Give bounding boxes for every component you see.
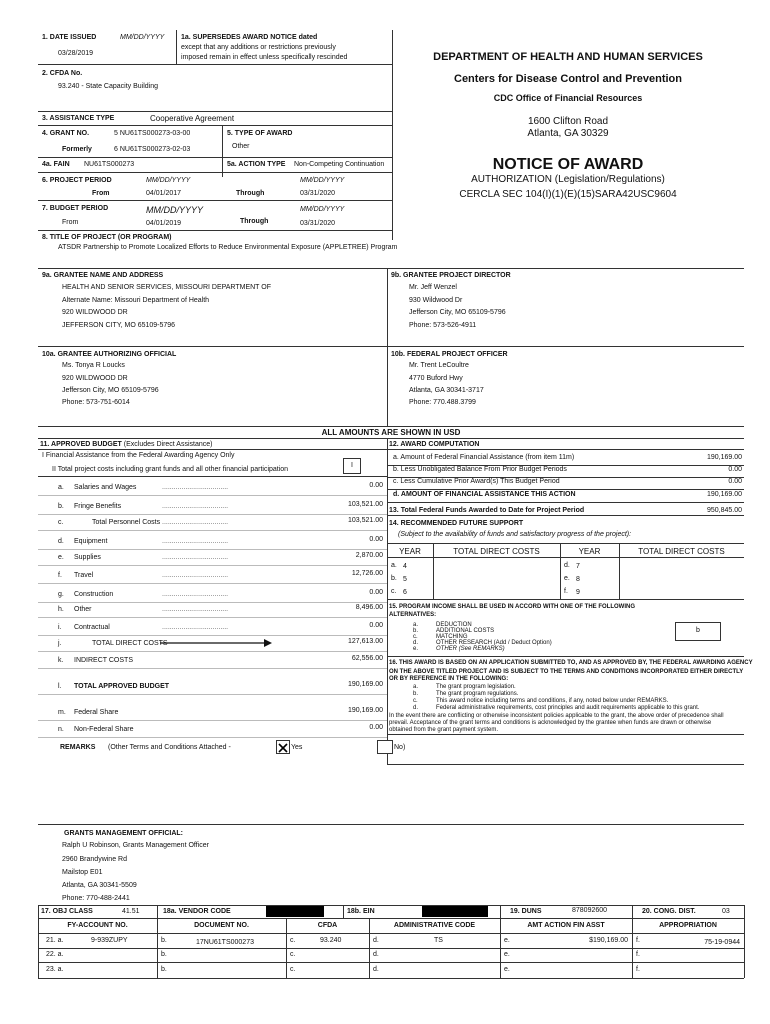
budget-row-label: Other (74, 606, 92, 613)
budget-row-label: Travel (74, 572, 94, 579)
budget-row-value: 0.00 (369, 724, 383, 731)
future-year-header: YEAR (578, 547, 601, 556)
footer-col-key: f. (636, 937, 640, 944)
amounts-banner: ALL AMOUNTS ARE SHOWN IN USD (321, 428, 461, 437)
project-director-line: 930 Wildwood Dr (409, 297, 463, 304)
grantee-line: 920 WILDWOOD DR (62, 309, 128, 316)
award-row-value: 0.00 (728, 478, 742, 485)
total-federal-funds-label: 13. Total Federal Funds Awarded to Date for Project Period (389, 507, 585, 514)
budget-row-value: 62,556.00 (351, 655, 383, 662)
grant-no-label: 4. GRANT NO. (42, 130, 90, 137)
terms-item-text: Federal administrative requirements, cost principles and audit requirements applicable to this grant. (436, 705, 700, 711)
footer-col-key: e. (504, 951, 510, 958)
amt-action-header: AMT ACTION FIN ASST (527, 922, 605, 929)
award-row-value: 190,169.00 (706, 491, 742, 498)
income-option-text: OTHER (See REMARKS) (436, 646, 505, 652)
future-row-key: c. (391, 588, 397, 595)
authorization-value: CERCLA SEC 104(I)(1)(E)(15)SARA42USC9604 (459, 189, 677, 200)
budget-period-label: 7. BUDGET PERIOD (42, 205, 109, 212)
terms-item-key: d. (413, 705, 419, 711)
budget-row-key: d. (58, 538, 64, 545)
future-row-key: f. (564, 588, 568, 595)
future-row-key: a. (391, 562, 397, 569)
budget-row-label: Contractual (74, 624, 110, 631)
date-issued-value: 03/28/2019 (58, 50, 94, 57)
footer-col-key: c. (290, 966, 296, 973)
terms-item-key: b. (413, 691, 419, 697)
future-row-year: 4 (403, 563, 407, 570)
future-row-key: d. (564, 562, 570, 569)
budget-row-value: 12,726.00 (351, 570, 383, 577)
document-no-value: 17NU61TS000273 (196, 939, 254, 946)
project-director-label: 9b. GRANTEE PROJECT DIRECTOR (391, 272, 511, 279)
budget-option-2: II Total project costs including grant funds and all other financial participation (52, 466, 289, 473)
office-name: CDC Office of Financial Resources (493, 93, 643, 103)
future-year-header: YEAR (399, 547, 421, 556)
footer-col-key: d. (373, 937, 379, 944)
future-row-year: 6 (403, 589, 407, 596)
footer-col-key: d. (373, 951, 379, 958)
budget-row-key: c. (58, 519, 64, 526)
notice-title: NOTICE OF AWARD (492, 156, 644, 173)
future-row-year: 9 (576, 589, 580, 596)
income-option-key: c. (413, 634, 418, 640)
grantee-name-label: 9a. GRANTEE NAME AND ADDRESS (42, 272, 164, 279)
fy-account-header: FY-ACCOUNT NO. (67, 922, 128, 929)
budget-row-value: 0.00 (369, 622, 383, 629)
budget-row-value: 0.00 (369, 536, 383, 543)
obj-class-value: 41.51 (122, 908, 140, 915)
program-income-label: 15. PROGRAM INCOME SHALL BE USED IN ACCORD WITH ONE OF THE FOLLOWING (389, 604, 636, 610)
office-address-line1: 1600 Clifton Road (527, 116, 609, 127)
dot-leader: .................................. (162, 624, 229, 631)
footer-col-key: f. (636, 966, 640, 973)
budget-row-key: i. (58, 624, 62, 631)
authorizing-official-line: Jefferson City, MO 65109-5796 (62, 387, 159, 394)
budget-through-label: Through (240, 218, 269, 225)
footer-col-key: e. (504, 937, 510, 944)
budget-row-value: 0.00 (369, 589, 383, 596)
future-cost-header: TOTAL DIRECT COSTS (453, 547, 540, 556)
formerly-label: Formerly (62, 146, 92, 153)
agency-name: Centers for Disease Control and Prevention (454, 73, 682, 85)
program-income-selected-value: b (696, 627, 700, 634)
grantee-line: HEALTH AND SENIOR SERVICES, MISSOURI DEPARTMENT OF (62, 284, 272, 291)
gmo-line: Mailstop E01 (62, 869, 103, 876)
grantee-line: JEFFERSON CITY, MO 65109-5796 (62, 322, 176, 329)
budget-row-label: TOTAL APPROVED BUDGET (74, 683, 170, 690)
future-row-key: b. (391, 575, 397, 582)
budget-row-value: 190,169.00 (347, 681, 383, 688)
remarks-yes-label: Yes (291, 744, 303, 751)
budget-option-selected: I (351, 462, 353, 469)
footer-col-key: b. (161, 937, 167, 944)
footer-col-key: b. (161, 966, 167, 973)
ein-label: 18b. EIN (347, 908, 375, 915)
obj-class-label: 17. OBJ CLASS (41, 908, 93, 915)
authorizing-official-line: Phone: 573-751-6014 (62, 399, 130, 406)
vendor-code-label: 18a. VENDOR CODE (163, 908, 231, 915)
project-from-label: From (92, 190, 110, 197)
award-row-label: a. Amount of Federal Financial Assistance (from item 11m) (393, 454, 575, 461)
terms-line2: ON THE ABOVE TITLED PROJECT AND IS SUBJECT TO THE TERMS AND CONDITIONS INCORPORATED EITHER DIRECTLY (389, 669, 744, 675)
remarks-label: REMARKS (60, 744, 96, 751)
supersedes-line1: except that any additions or restrictions previously (181, 44, 336, 51)
gmo-line: 2960 Brandywine Rd (62, 856, 127, 863)
dot-leader: .................................. (162, 484, 229, 491)
footer-row-number: 21. a. (46, 937, 64, 944)
award-row-label: d. AMOUNT OF FINANCIAL ASSISTANCE THIS ACTION (393, 491, 576, 498)
project-director-line: Phone: 573-526-4911 (409, 322, 477, 329)
federal-officer-label: 10b. FEDERAL PROJECT OFFICER (391, 351, 508, 358)
project-through-value: 03/31/2020 (300, 190, 336, 197)
budget-row-value: 190,169.00 (347, 707, 383, 714)
budget-from-value: 04/01/2019 (146, 220, 182, 227)
duns-label: 19. DUNS (510, 908, 542, 915)
office-address-line2: Atlanta, GA 30329 (527, 128, 609, 139)
budget-row-label: Construction (74, 591, 114, 598)
project-director-line: Jefferson City, MO 65109-5796 (409, 309, 506, 316)
budget-row-value: 8,496.00 (355, 604, 383, 611)
supersedes-line2: imposed remain in effect unless specifically rescinded (181, 54, 348, 61)
federal-officer-line: 4770 Buford Hwy (409, 375, 463, 382)
department-name: DEPARTMENT OF HEALTH AND HUMAN SERVICES (433, 51, 703, 63)
vendor-code-redaction (266, 906, 324, 917)
income-option-text: OTHER RESEARCH (Add / Deduct Option) (436, 640, 552, 646)
appropriation-header: APPROPRIATION (659, 922, 717, 929)
award-type-value: Other (232, 143, 250, 150)
footer-row-number: 23. a. (46, 966, 64, 973)
project-period-label: 6. PROJECT PERIOD (42, 177, 112, 184)
gmo-line: Atlanta, GA 30341-5509 (62, 882, 137, 889)
award-row-value: 190,169.00 (706, 454, 742, 461)
checkmark-x-icon (277, 742, 289, 754)
budget-row-key: n. (58, 726, 64, 733)
project-period-fmt1: MM/DD/YYYY (146, 177, 191, 184)
award-type-label: 5. TYPE OF AWARD (227, 130, 293, 137)
date-issued-format: MM/DD/YYYY (120, 34, 165, 41)
authorization-label: AUTHORIZATION (Legislation/Regulations) (471, 174, 665, 185)
authorizing-official-line: 920 WILDWOOD DR (62, 375, 128, 382)
budget-row-label: Supplies (74, 554, 101, 561)
cong-dist-value: 03 (722, 908, 730, 915)
budget-period-fmt1: MM/DD/YYYY (146, 205, 204, 215)
approved-budget-label: 11. APPROVED BUDGET (Excludes Direct Assistance) (40, 441, 213, 448)
footer-row-number: 22. a. (46, 951, 64, 958)
cfda-header: CFDA (317, 922, 338, 929)
budget-row-value: 103,521.00 (347, 501, 383, 508)
assistance-type-label: 3. ASSISTANCE TYPE (42, 115, 115, 122)
formerly-value: 6 NU61TS000273-02-03 (114, 146, 191, 153)
future-row-key: e. (564, 575, 570, 582)
future-support-label: 14. RECOMMENDED FUTURE SUPPORT (389, 520, 524, 527)
footer-col-key: f. (636, 951, 640, 958)
terms-line1: 16. THIS AWARD IS BASED ON AN APPLICATION SUBMITTED TO, AND AS APPROVED BY, THE FEDERAL AWARDING AGENCY (389, 660, 753, 666)
income-option-key: b. (413, 628, 419, 634)
budget-through-value: 03/31/2020 (300, 220, 336, 227)
federal-officer-line: Mr. Trent LeCoultre (409, 362, 469, 369)
income-option-text: DEDUCTION (436, 622, 472, 628)
project-title-label: 8. TITLE OF PROJECT (OR PROGRAM) (42, 234, 172, 241)
future-support-sub: (Subject to the availability of funds and satisfactory progress of the project): (398, 531, 632, 538)
budget-row-value: 103,521.00 (347, 517, 383, 524)
terms-item-text: The grant program regulations. (436, 691, 519, 697)
future-cost-header: TOTAL DIRECT COSTS (638, 547, 725, 556)
project-period-fmt2: MM/DD/YYYY (300, 177, 345, 184)
award-row-value: 0.00 (728, 466, 742, 473)
dot-leader: .................................. (162, 606, 229, 613)
project-from-value: 04/01/2017 (146, 190, 182, 197)
budget-row-label: Equipment (74, 538, 108, 545)
project-director-line: Mr. Jeff Wenzel (409, 284, 457, 291)
cfda-value: 93.240 - State Capacity Building (58, 83, 159, 90)
date-issued-label: 1. DATE ISSUED (42, 34, 97, 41)
dot-leader: .................................. (162, 519, 229, 526)
income-option-key: a. (413, 622, 419, 628)
project-through-label: Through (236, 190, 265, 197)
dot-leader: .................................. (162, 591, 229, 598)
future-row-year: 7 (576, 563, 580, 570)
grant-no-value: 5 NU61TS000273-03-00 (114, 130, 191, 137)
grantee-line: Alternate Name: Missouri Department of Health (62, 297, 210, 304)
budget-row-label: Total Personnel Costs (92, 519, 161, 526)
gmo-line: Ralph U Robinson, Grants Management Officer (62, 842, 209, 849)
terms-item-text: The grant program legislation. (436, 684, 516, 690)
budget-row-label: TOTAL DIRECT COSTS (92, 640, 168, 647)
fain-label: 4a. FAIN (42, 161, 70, 168)
budget-row-value: 2,870.00 (355, 552, 383, 559)
terms-para3: obtained from the grant payment system. (389, 727, 499, 733)
income-option-text: ADDITIONAL COSTS (436, 628, 495, 634)
budget-from-label: From (62, 219, 79, 226)
program-income-label2: ALTERNATIVES: (389, 612, 437, 618)
budget-row-label: Fringe Benefits (74, 503, 122, 510)
award-row-label: c. Less Cumulative Prior Award(s) This Budget Period (393, 478, 560, 485)
budget-row-label: Non-Federal Share (74, 726, 134, 733)
dot-leader: .................................. (162, 554, 229, 561)
future-row-year: 5 (403, 576, 407, 583)
dot-leader: .................................. (162, 538, 229, 545)
footer-col-key: c. (290, 951, 296, 958)
budget-period-fmt2: MM/DD/YYYY (300, 206, 345, 213)
budget-row-key: m. (58, 709, 66, 716)
assistance-type-value: Cooperative Agreement (150, 114, 235, 123)
budget-row-label: INDIRECT COSTS (74, 657, 133, 664)
dot-leader: .................................. (162, 503, 229, 510)
gmo-line: Phone: 770-488-2441 (62, 895, 130, 902)
income-option-key: e. (413, 646, 419, 652)
authorizing-official-line: Ms. Tonya R Loucks (62, 362, 125, 369)
fain-value: NU61TS000273 (84, 161, 135, 168)
budget-row-key: b. (58, 503, 64, 510)
action-type-value: Non-Competing Continuation (294, 161, 385, 168)
admin-code-header: ADMINISTRATIVE CODE (393, 922, 476, 929)
document-no-header: DOCUMENT NO. (194, 922, 249, 929)
remarks-paren: (Other Terms and Conditions Attached - (108, 744, 231, 751)
budget-row-value: 0.00 (369, 482, 383, 489)
footer-col-key: d. (373, 966, 379, 973)
budget-row-key: g. (58, 591, 64, 598)
arrow-icon (160, 638, 272, 648)
terms-item-key: c. (413, 698, 418, 704)
future-row-year: 8 (576, 576, 580, 583)
income-option-text: MATCHING (436, 634, 468, 640)
budget-row-key: a. (58, 484, 64, 491)
budget-row-value: 127,613.00 (347, 638, 383, 645)
remarks-no-label: No) (394, 744, 406, 751)
income-option-key: d. (413, 640, 419, 646)
footer-col-key: e. (504, 966, 510, 973)
federal-officer-line: Phone: 770.488.3799 (409, 399, 476, 406)
duns-value: 878092600 (572, 907, 608, 914)
remarks-no-checkbox[interactable] (377, 740, 393, 754)
award-computation-label: 12. AWARD COMPUTATION (389, 441, 480, 448)
project-title-value: ATSDR Partnership to Promote Localized Efforts to Reduce Environmental Exposure (APPLETREE) Program (58, 244, 398, 251)
action-type-label: 5a. ACTION TYPE (227, 161, 286, 168)
total-federal-funds-value: 950,845.00 (706, 507, 742, 514)
budget-row-key: h. (58, 606, 64, 613)
budget-row-key: j. (58, 640, 62, 647)
appropriation-value: 75-19-0944 (704, 939, 740, 946)
budget-row-key: l. (58, 683, 62, 690)
supersedes-label: 1a. SUPERSEDES AWARD NOTICE dated (181, 34, 318, 41)
admin-code-value: TS (434, 937, 443, 944)
budget-row-label: Salaries and Wages (74, 484, 137, 491)
budget-row-key: e. (58, 554, 64, 561)
footer-col-key: b. (161, 951, 167, 958)
budget-row-label: Federal Share (74, 709, 119, 716)
remarks-yes-checkbox[interactable] (276, 740, 290, 754)
amt-action-value: $190,169.00 (589, 937, 628, 944)
budget-row-key: k. (58, 657, 64, 664)
federal-officer-line: Atlanta, GA 30341-3717 (409, 387, 484, 394)
terms-line3: OR BY REFERENCE IN THE FOLLOWING: (389, 676, 509, 682)
terms-item-key: a. (413, 684, 419, 690)
award-row-label: b. Less Unobligated Balance From Prior Budget Periods (393, 466, 567, 473)
authorizing-official-label: 10a. GRANTEE AUTHORIZING OFFICIAL (42, 351, 177, 358)
cfda-label: 2. CFDA No. (42, 70, 83, 77)
fy-account-value: 9-939ZUPY (91, 937, 128, 944)
cfda-value: 93.240 (320, 937, 342, 944)
cong-dist-label: 20. CONG. DIST. (642, 908, 696, 915)
terms-item-text: This award notice including terms and conditions, if any, noted below under REMARKS. (436, 698, 669, 704)
terms-para1: In the event there are conflicting or otherwise inconsistent policies applicable to the grant, the above order of precedence shall (389, 713, 724, 719)
ein-redaction (422, 906, 488, 917)
dot-leader: .................................. (162, 572, 229, 579)
terms-para2: prevail. Acceptance of the grant terms and conditions is acknowledged by the grantee when funds are drawn or otherwise (389, 720, 712, 726)
gmo-label: GRANTS MANAGEMENT OFFICIAL: (64, 830, 183, 837)
budget-row-key: f. (58, 572, 62, 579)
footer-col-key: c. (290, 937, 296, 944)
budget-option-1: I Financial Assistance from the Federal Awarding Agency Only (42, 452, 235, 459)
